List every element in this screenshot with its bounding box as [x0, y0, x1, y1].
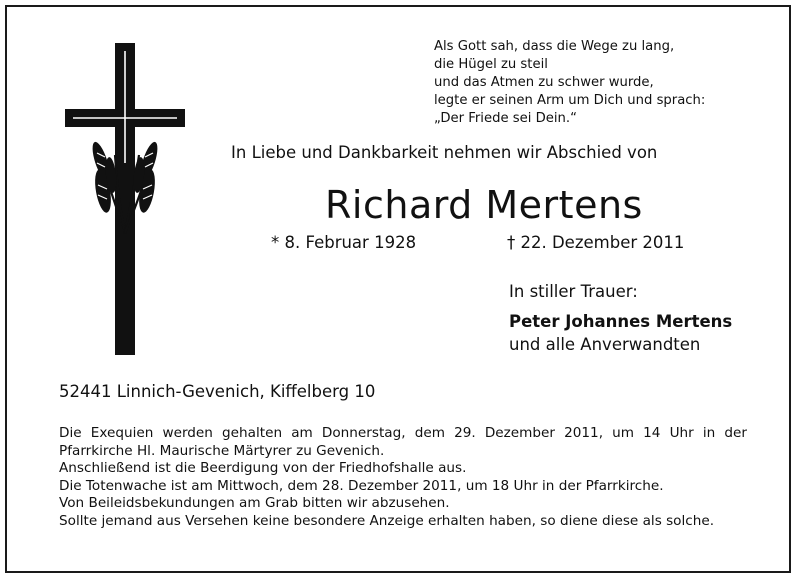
primary-mourner: Peter Johannes Mertens [509, 312, 733, 331]
address: 52441 Linnich-Gevenich, Kiffelberg 10 [59, 382, 376, 401]
deceased-name: Richard Mertens [325, 183, 643, 227]
relatives-line: und alle Anverwandten [509, 335, 701, 354]
birth-date: * 8. Februar 1928 [271, 233, 417, 252]
note-paragraph: Die Totenwache ist am Mittwoch, dem 28. Dezember 2011, um 18 Uhr in der Pfarrkirche. [59, 477, 664, 494]
poem-line: die Hügel zu steil [434, 57, 548, 72]
note-paragraph: Sollte jemand aus Versehen keine besondere Anzeige erhalten haben, so diene diese als solche. [59, 512, 715, 529]
poem-line: „Der Friede sei Dein.“ [434, 111, 577, 126]
poem-line: legte er seinen Arm um Dich und sprach: [434, 93, 706, 108]
note-paragraph: Die Exequien werden gehalten am Donnerstag, dem 29. Dezember 2011, um 14 Uhr in der Pfarrkirche Hl. Maurische Märtyrer zu Gevenich. [59, 425, 747, 459]
farewell-intro: In Liebe und Dankbarkeit nehmen wir Abschied von [231, 143, 658, 162]
poem-line: und das Atmen zu schwer wurde, [434, 75, 654, 90]
poem-line: Als Gott sah, dass die Wege zu lang, [434, 39, 675, 54]
note-paragraph: Von Beileidsbekundungen am Grab bitten wir abzusehen. [59, 495, 450, 511]
cross-with-wheat-icon [59, 43, 189, 363]
death-date: † 22. Dezember 2011 [507, 233, 685, 252]
poem [434, 38, 705, 128]
obituary-card [5, 5, 791, 573]
funeral-notes [59, 425, 747, 530]
note-paragraph: Anschließend ist die Beerdigung von der Friedhofshalle aus. [59, 460, 467, 476]
mourning-heading: In stiller Trauer: [509, 282, 638, 301]
